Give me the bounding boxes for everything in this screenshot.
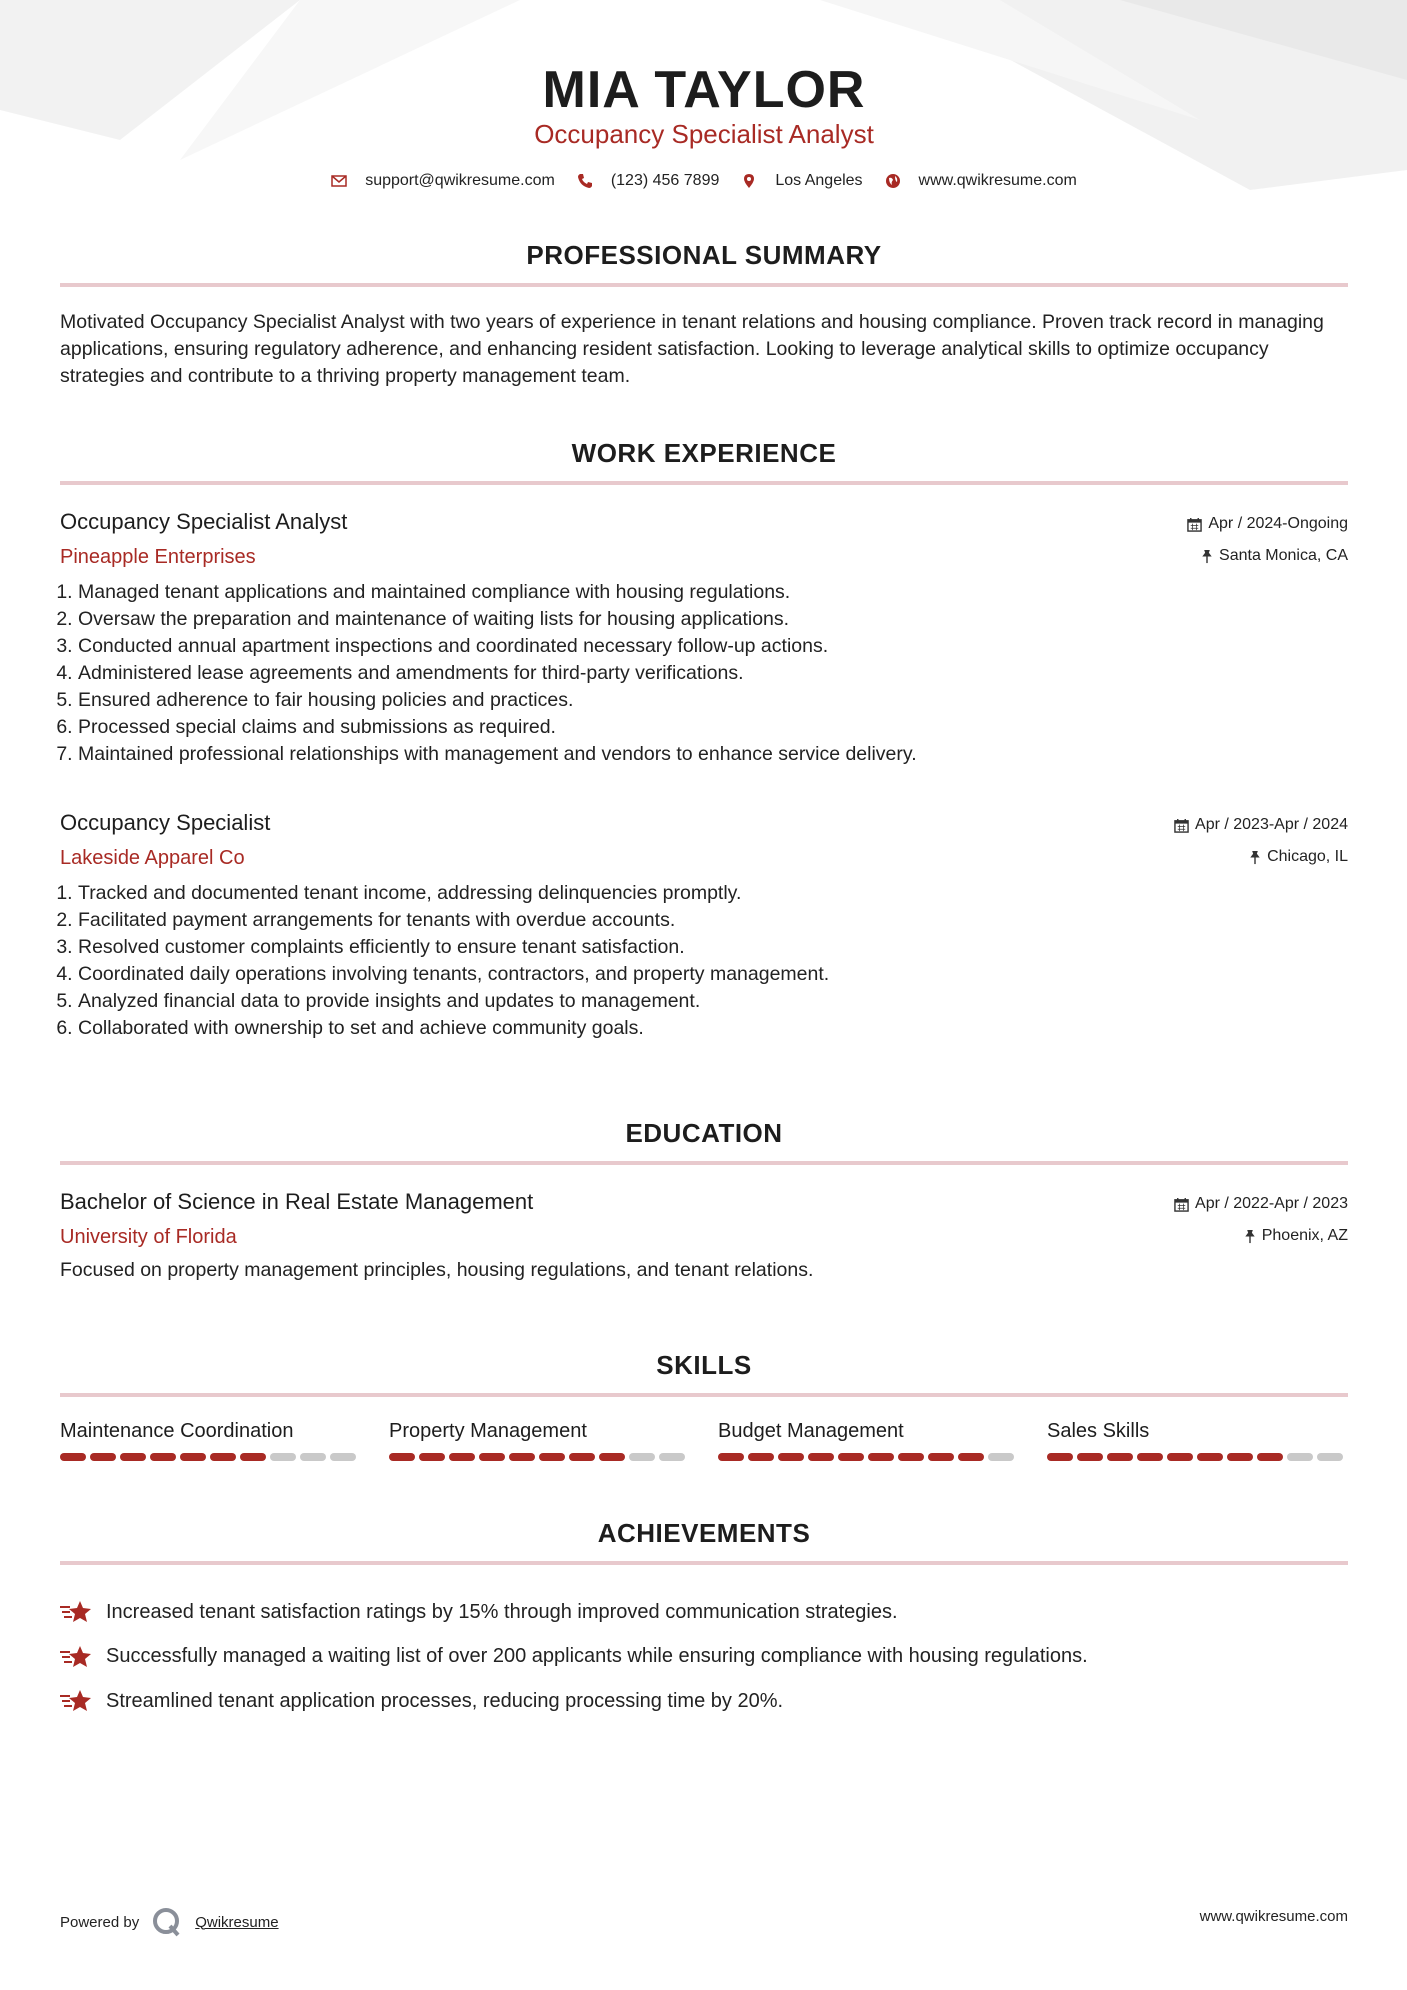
education-location: [1244, 1227, 1348, 1245]
brand-link[interactable]: Qwikresume: [195, 1913, 279, 1931]
achievement-text: Streamlined tenant application processes, reducing processing time by 20%.: [106, 1689, 784, 1712]
rating-dot-filled: [569, 1453, 595, 1461]
contact-phone-text: (123) 456 7899: [610, 172, 720, 189]
rating-dot-filled: [60, 1453, 86, 1461]
contact-location: [741, 172, 862, 190]
skill-rating: [718, 1453, 1018, 1461]
rating-dot-filled: [1257, 1453, 1283, 1461]
job-location: [1249, 848, 1348, 866]
education-degree: Bachelor of Science in Real Estate Management: [60, 1189, 534, 1214]
education-date: [1174, 1195, 1348, 1213]
contact-website[interactable]: [885, 172, 1077, 190]
achievement-text: Successfully managed a waiting list of over 200 applicants while ensuring compliance with housing regulations.: [106, 1645, 1088, 1668]
education-entry: [60, 1189, 1348, 1281]
skills-grid: [60, 1420, 1348, 1461]
skill-name: Budget Management: [718, 1420, 904, 1442]
contact-phone[interactable]: [577, 172, 720, 190]
pin-icon: [1249, 850, 1261, 865]
list-item: 2. Oversaw the preparation and maintenance of waiting lists for housing applications.: [78, 606, 1348, 633]
rating-dot-filled: [539, 1453, 565, 1461]
rating-dot-empty: [270, 1453, 296, 1461]
list-item: 2. Facilitated payment arrangements for tenants with overdue accounts.: [78, 907, 1348, 934]
job-bullets: [60, 880, 1348, 1042]
rating-dot-filled: [240, 1453, 266, 1461]
job-company: Lakeside Apparel Co: [60, 847, 245, 869]
pin-icon: [1201, 549, 1213, 564]
list-item: 4. Administered lease agreements and amendments for third-party verifications.: [78, 660, 1348, 687]
rating-dot-filled: [928, 1453, 954, 1461]
list-item: 3. Resolved customer complaints efficiently to ensure tenant satisfaction.: [78, 934, 1348, 961]
list-item: 7. Maintained professional relationships with management and vendors to enhance service delivery.: [78, 741, 1348, 768]
list-item: 1. Tracked and documented tenant income, addressing delinquencies promptly.: [78, 880, 1348, 907]
rating-dot-empty: [1317, 1453, 1343, 1461]
rating-dot-filled: [90, 1453, 116, 1461]
page-footer: [60, 1896, 1348, 1936]
section-title-achievements: ACHIEVEMENTS: [597, 1518, 811, 1548]
rating-dot-filled: [599, 1453, 625, 1461]
contact-bar: [60, 172, 1348, 190]
contact-website-text: www.qwikresume.com: [918, 172, 1077, 189]
job-date-text: Apr / 2024-Ongoing: [1208, 515, 1348, 532]
rating-dot-filled: [1047, 1453, 1073, 1461]
education-description: Focused on property management principles, housing regulations, and tenant relations.: [60, 1259, 814, 1281]
rating-dot-filled: [479, 1453, 505, 1461]
section-title-skills: SKILLS: [656, 1350, 752, 1380]
job-bullets: [60, 579, 1348, 768]
achievements-list: [60, 1590, 1348, 1724]
skill-item: [60, 1420, 360, 1461]
section-title-education: EDUCATION: [625, 1118, 783, 1148]
rating-dot-filled: [898, 1453, 924, 1461]
summary-text: Motivated Occupancy Specialist Analyst with two years of experience in tenant relations and housing compliance. Proven track record in managing applications, ensuring regulatory adherence, and enhancing resident satisfaction. Looking to leverage analytical skills to optimize occupancy strategies and contribute to a thriving property management team.: [60, 311, 1324, 387]
rating-dot-filled: [838, 1453, 864, 1461]
skill-rating: [1047, 1453, 1347, 1461]
rating-dot-filled: [210, 1453, 236, 1461]
education-location-text: Phoenix, AZ: [1261, 1227, 1348, 1244]
section-divider: [60, 1561, 1348, 1565]
rating-dot-filled: [808, 1453, 834, 1461]
phone-icon: [577, 173, 593, 189]
job-date: [1174, 816, 1348, 834]
job-date-text: Apr / 2023-Apr / 2024: [1195, 816, 1348, 833]
rating-dot-filled: [419, 1453, 445, 1461]
achievement-text: Increased tenant satisfaction ratings by 15% through improved communication strategies.: [106, 1600, 898, 1623]
experience-entry: [60, 509, 1348, 768]
qwikresume-logo-icon: [151, 1906, 183, 1938]
section-divider: [60, 1393, 1348, 1397]
rating-dot-filled: [868, 1453, 894, 1461]
pin-icon: [1244, 1229, 1256, 1244]
star-icon: [60, 1688, 94, 1714]
rating-dot-empty: [300, 1453, 326, 1461]
rating-dot-empty: [629, 1453, 655, 1461]
globe-icon: [885, 173, 901, 189]
star-icon: [60, 1644, 94, 1670]
section-title-experience: WORK EXPERIENCE: [571, 438, 837, 468]
list-item: 6. Processed special claims and submissions as required.: [78, 714, 1348, 741]
rating-dot-filled: [1137, 1453, 1163, 1461]
calendar-icon: [1187, 517, 1202, 532]
skill-item: [1047, 1420, 1347, 1461]
rating-dot-filled: [1077, 1453, 1103, 1461]
skill-name: Sales Skills: [1047, 1420, 1150, 1442]
experience-entry: [60, 810, 1348, 1042]
section-divider: [60, 283, 1348, 287]
job-role: Occupancy Specialist: [60, 810, 271, 835]
envelope-icon: [331, 173, 347, 189]
rating-dot-filled: [1167, 1453, 1193, 1461]
rating-dot-filled: [180, 1453, 206, 1461]
list-item: 3. Conducted annual apartment inspections and coordinated necessary follow-up actions.: [78, 633, 1348, 660]
rating-dot-filled: [718, 1453, 744, 1461]
list-item: [60, 1679, 1348, 1724]
job-role: Occupancy Specialist Analyst: [60, 509, 348, 534]
calendar-icon: [1174, 1197, 1189, 1212]
rating-dot-filled: [150, 1453, 176, 1461]
rating-dot-empty: [988, 1453, 1014, 1461]
job-date: [1187, 515, 1348, 533]
education-school: University of Florida: [60, 1226, 237, 1248]
job-company: Pineapple Enterprises: [60, 546, 256, 568]
list-item: [60, 1635, 1348, 1680]
job-location-text: Chicago, IL: [1267, 848, 1348, 865]
skill-rating: [389, 1453, 689, 1461]
rating-dot-filled: [958, 1453, 984, 1461]
rating-dot-filled: [1197, 1453, 1223, 1461]
candidate-title: Occupancy Specialist Analyst: [534, 119, 874, 149]
section-title-summary: PROFESSIONAL SUMMARY: [526, 240, 882, 270]
list-item: 5. Analyzed financial data to provide insights and updates to management.: [78, 988, 1348, 1015]
rating-dot-empty: [1287, 1453, 1313, 1461]
rating-dot-filled: [748, 1453, 774, 1461]
skill-item: [389, 1420, 689, 1461]
powered-by: [60, 1906, 279, 1938]
list-item: 6. Collaborated with ownership to set and achieve community goals.: [78, 1015, 1348, 1042]
footer-url[interactable]: www.qwikresume.com: [1199, 1908, 1348, 1925]
contact-location-text: Los Angeles: [775, 172, 863, 189]
job-location-text: Santa Monica, CA: [1219, 547, 1348, 564]
candidate-name: MIA TAYLOR: [542, 61, 866, 119]
rating-dot-filled: [1107, 1453, 1133, 1461]
rating-dot-filled: [778, 1453, 804, 1461]
list-item: [60, 1590, 1348, 1635]
rating-dot-filled: [449, 1453, 475, 1461]
skill-rating: [60, 1453, 360, 1461]
list-item: 1. Managed tenant applications and maintained compliance with housing regulations.: [78, 579, 1348, 606]
rating-dot-filled: [1227, 1453, 1253, 1461]
map-pin-icon: [741, 173, 757, 189]
section-divider: [60, 1161, 1348, 1165]
education-date-text: Apr / 2022-Apr / 2023: [1195, 1195, 1348, 1212]
rating-dot-empty: [659, 1453, 685, 1461]
contact-email-text: support@qwikresume.com: [365, 172, 555, 189]
rating-dot-empty: [330, 1453, 356, 1461]
contact-email[interactable]: [331, 172, 555, 190]
job-location: [1201, 547, 1348, 565]
skill-name: Maintenance Coordination: [60, 1420, 294, 1442]
star-icon: [60, 1599, 94, 1625]
rating-dot-filled: [509, 1453, 535, 1461]
skill-name: Property Management: [389, 1420, 587, 1442]
list-item: 4. Coordinated daily operations involving tenants, contractors, and property management.: [78, 961, 1348, 988]
list-item: 5. Ensured adherence to fair housing policies and practices.: [78, 687, 1348, 714]
calendar-icon: [1174, 818, 1189, 833]
powered-by-label: Powered by: [60, 1913, 140, 1931]
skill-item: [718, 1420, 1018, 1461]
rating-dot-filled: [389, 1453, 415, 1461]
section-divider: [60, 481, 1348, 485]
rating-dot-filled: [120, 1453, 146, 1461]
